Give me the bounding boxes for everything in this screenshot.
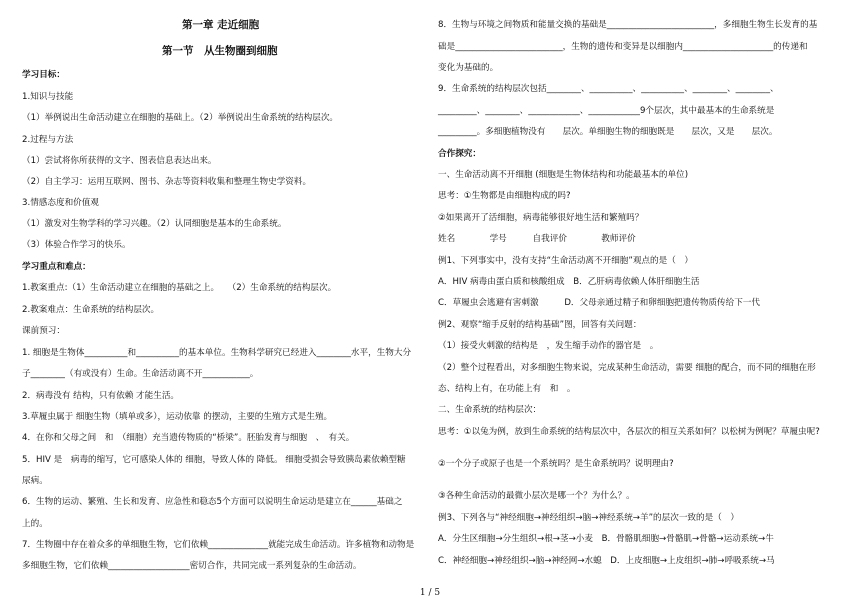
right-text-line: 思考：①以兔为例，放到生命系统的结构层次中，各层次的相互关系如何？以松树为例呢？草履虫呢? [438, 427, 820, 437]
right-text-line: 一、生命活动离不开细胞 (细胞是生物体结构和功能最基本的单位) [438, 170, 689, 180]
right-text-line: （1）接受火刺激的结构是 ，发生缩手动作的器官是 。 [438, 341, 659, 351]
right-text-line: 合作探究： [438, 149, 481, 159]
left-text-line: （2）自主学习：运用互联网、图书、杂志等资料收集和整理生物史学资料。 [22, 177, 312, 187]
left-text-line: 尿病。 [22, 476, 48, 486]
left-text-line: 7．生物圈中存在着众多的单细胞生物，它们依赖______________就能完成生命活动。许多植物和动物是 [22, 540, 415, 550]
left-text-line: 子________（有或没有）生命。生命活动离不开___________。 [22, 369, 259, 379]
right-text-line: 姓名 学号 自我评价 教师评价 [438, 234, 636, 244]
right-text-line: _________、________、____________、____________9个层次，其中最基本的生命系统是 [438, 106, 775, 116]
right-text-line: 8．生物与环境之间物质和能量交换的基础是_________________________，多细胞生物生长发育的基 [438, 20, 818, 30]
right-text-line: ②如果离开了活细胞，病毒能够很好地生活和繁殖吗？ [438, 213, 644, 223]
left-text-line: 学习重点和难点： [22, 262, 91, 272]
right-text-line: 二、生命系统的结构层次： [438, 405, 542, 415]
right-text-line: 例3、下列各与“神经细胞→神经组织→脑→神经系统→羊”的层次一致的是（ ） [438, 513, 739, 523]
left-text-line: 2.过程与方法 [22, 135, 74, 145]
left-text-line: 上的。 [22, 519, 48, 529]
right-text-line: 例2、观察“缩手反射的结构基础”图，回答有关问题： [438, 320, 642, 330]
left-text-line: 多细胞生物，它们依赖___________________密切合作，共同完成一系列复杂的生命活动。 [22, 561, 362, 571]
left-text-line: 第一节 从生物圈到细胞 [162, 45, 278, 57]
left-text-line: 学习目标： [22, 70, 65, 80]
left-text-line: 2.教案难点：生命系统的结构层次。 [22, 305, 160, 315]
right-text-line: _________。多细胞植物没有 层次。单细胞生物的细胞既是 层次，又是 层次。 [438, 127, 778, 137]
right-text-line: 础是_________________________，生物的遗传和变异是以细胞内_____________________的传递和 [438, 42, 808, 52]
right-text-line: 9．生命系统的结构层次包括________、__________、__________、________、________、 [438, 84, 779, 94]
right-text-line: 态、结构上有，在功能上有 和 。 [438, 384, 576, 394]
left-text-line: （3）体验合作学习的快乐。 [22, 240, 131, 250]
left-text-line: 6．生物的运动、繁殖、生长和发育、应急性和稳态5个方面可以说明生命运动是建立在______基础之 [22, 497, 403, 507]
left-text-line: 课前预习： [22, 326, 65, 336]
left-text-line: 第一章 走近细胞 [182, 19, 260, 31]
page-number: 1 / 5 [419, 588, 441, 598]
right-text-line: A．HIV 病毒由蛋白质和核酸组成 B．乙肝病毒依赖人体肝细胞生活 [438, 277, 700, 287]
right-text-line: 例1、下列事实中，没有支持“生命活动离不开细胞”观点的是（ ） [438, 256, 693, 266]
left-text-line: （1）尝试将你所获得的文字、图表信息表达出来。 [22, 156, 217, 166]
right-text-line: ③各种生命活动的最微小层次是哪一个？为什么？。 [438, 491, 635, 501]
right-text-line: C．草履虫会逃避有害刺激 D．父母亲通过精子和卵细胞把遗传物质传给下一代 [438, 298, 760, 308]
right-text-line: 变化为基础的。 [438, 63, 499, 73]
right-text-line: （2）整个过程看出，对多细胞生物来说，完成某种生命活动，需要 细胞的配合，而不同的细胞在形 [438, 363, 816, 373]
left-text-line: 1. 细胞是生物体__________和__________的基本单位。生物科学研究已经进入________水平，生物大分 [22, 348, 412, 358]
left-text-line: 3.草履虫属于 细胞生物（填单或多），运动依靠 的摆动，主要的生殖方式是生殖。 [22, 412, 333, 422]
right-text-line: ②一个分子或原子也是一个系统吗？是生命系统吗？说明理由? [438, 459, 674, 469]
left-text-line: （1）举例说出生命活动建立在细胞的基础上。（2）举例说出生命系统的结构层次。 [22, 113, 339, 123]
right-text-line: C．神经细胞→神经组织→脑→神经网→水螅 D．上皮细胞→上皮组织→肺→呼吸系统→马 [438, 556, 775, 566]
left-text-line: 2．病毒没有 结构，只有依赖 才能生活。 [22, 391, 180, 401]
left-text-line: 5．HIV 是 病毒的缩写，它可感染人体的 细胞，导致人体的 降低。 细胞受损会导致胰岛素依赖型糖 [22, 455, 406, 465]
left-text-line: 3.情感态度和价值观 [22, 198, 99, 208]
left-text-line: 1.知识与技能 [22, 92, 74, 102]
left-text-line: 1.教案重点:（1）生命活动建立在细胞的基础之上。 （2）生命系统的结构层次。 [22, 283, 337, 293]
left-text-line: 4．在你和父母之间 和 （细胞）充当遗传物质的“桥梁”。胚胎发育与细胞 、 有关。 [22, 433, 355, 443]
right-text-line: 思考：①生物都是由细胞构成的吗? [438, 191, 571, 201]
left-text-line: （1）激发对生物学科的学习兴趣。（2）认同细胞是基本的生命系统。 [22, 219, 287, 229]
right-text-line: A．分生区细胞→分生组织→根→茎→小麦 B．骨骼肌细胞→骨骼肌→骨骼→运动系统→牛 [438, 534, 774, 544]
